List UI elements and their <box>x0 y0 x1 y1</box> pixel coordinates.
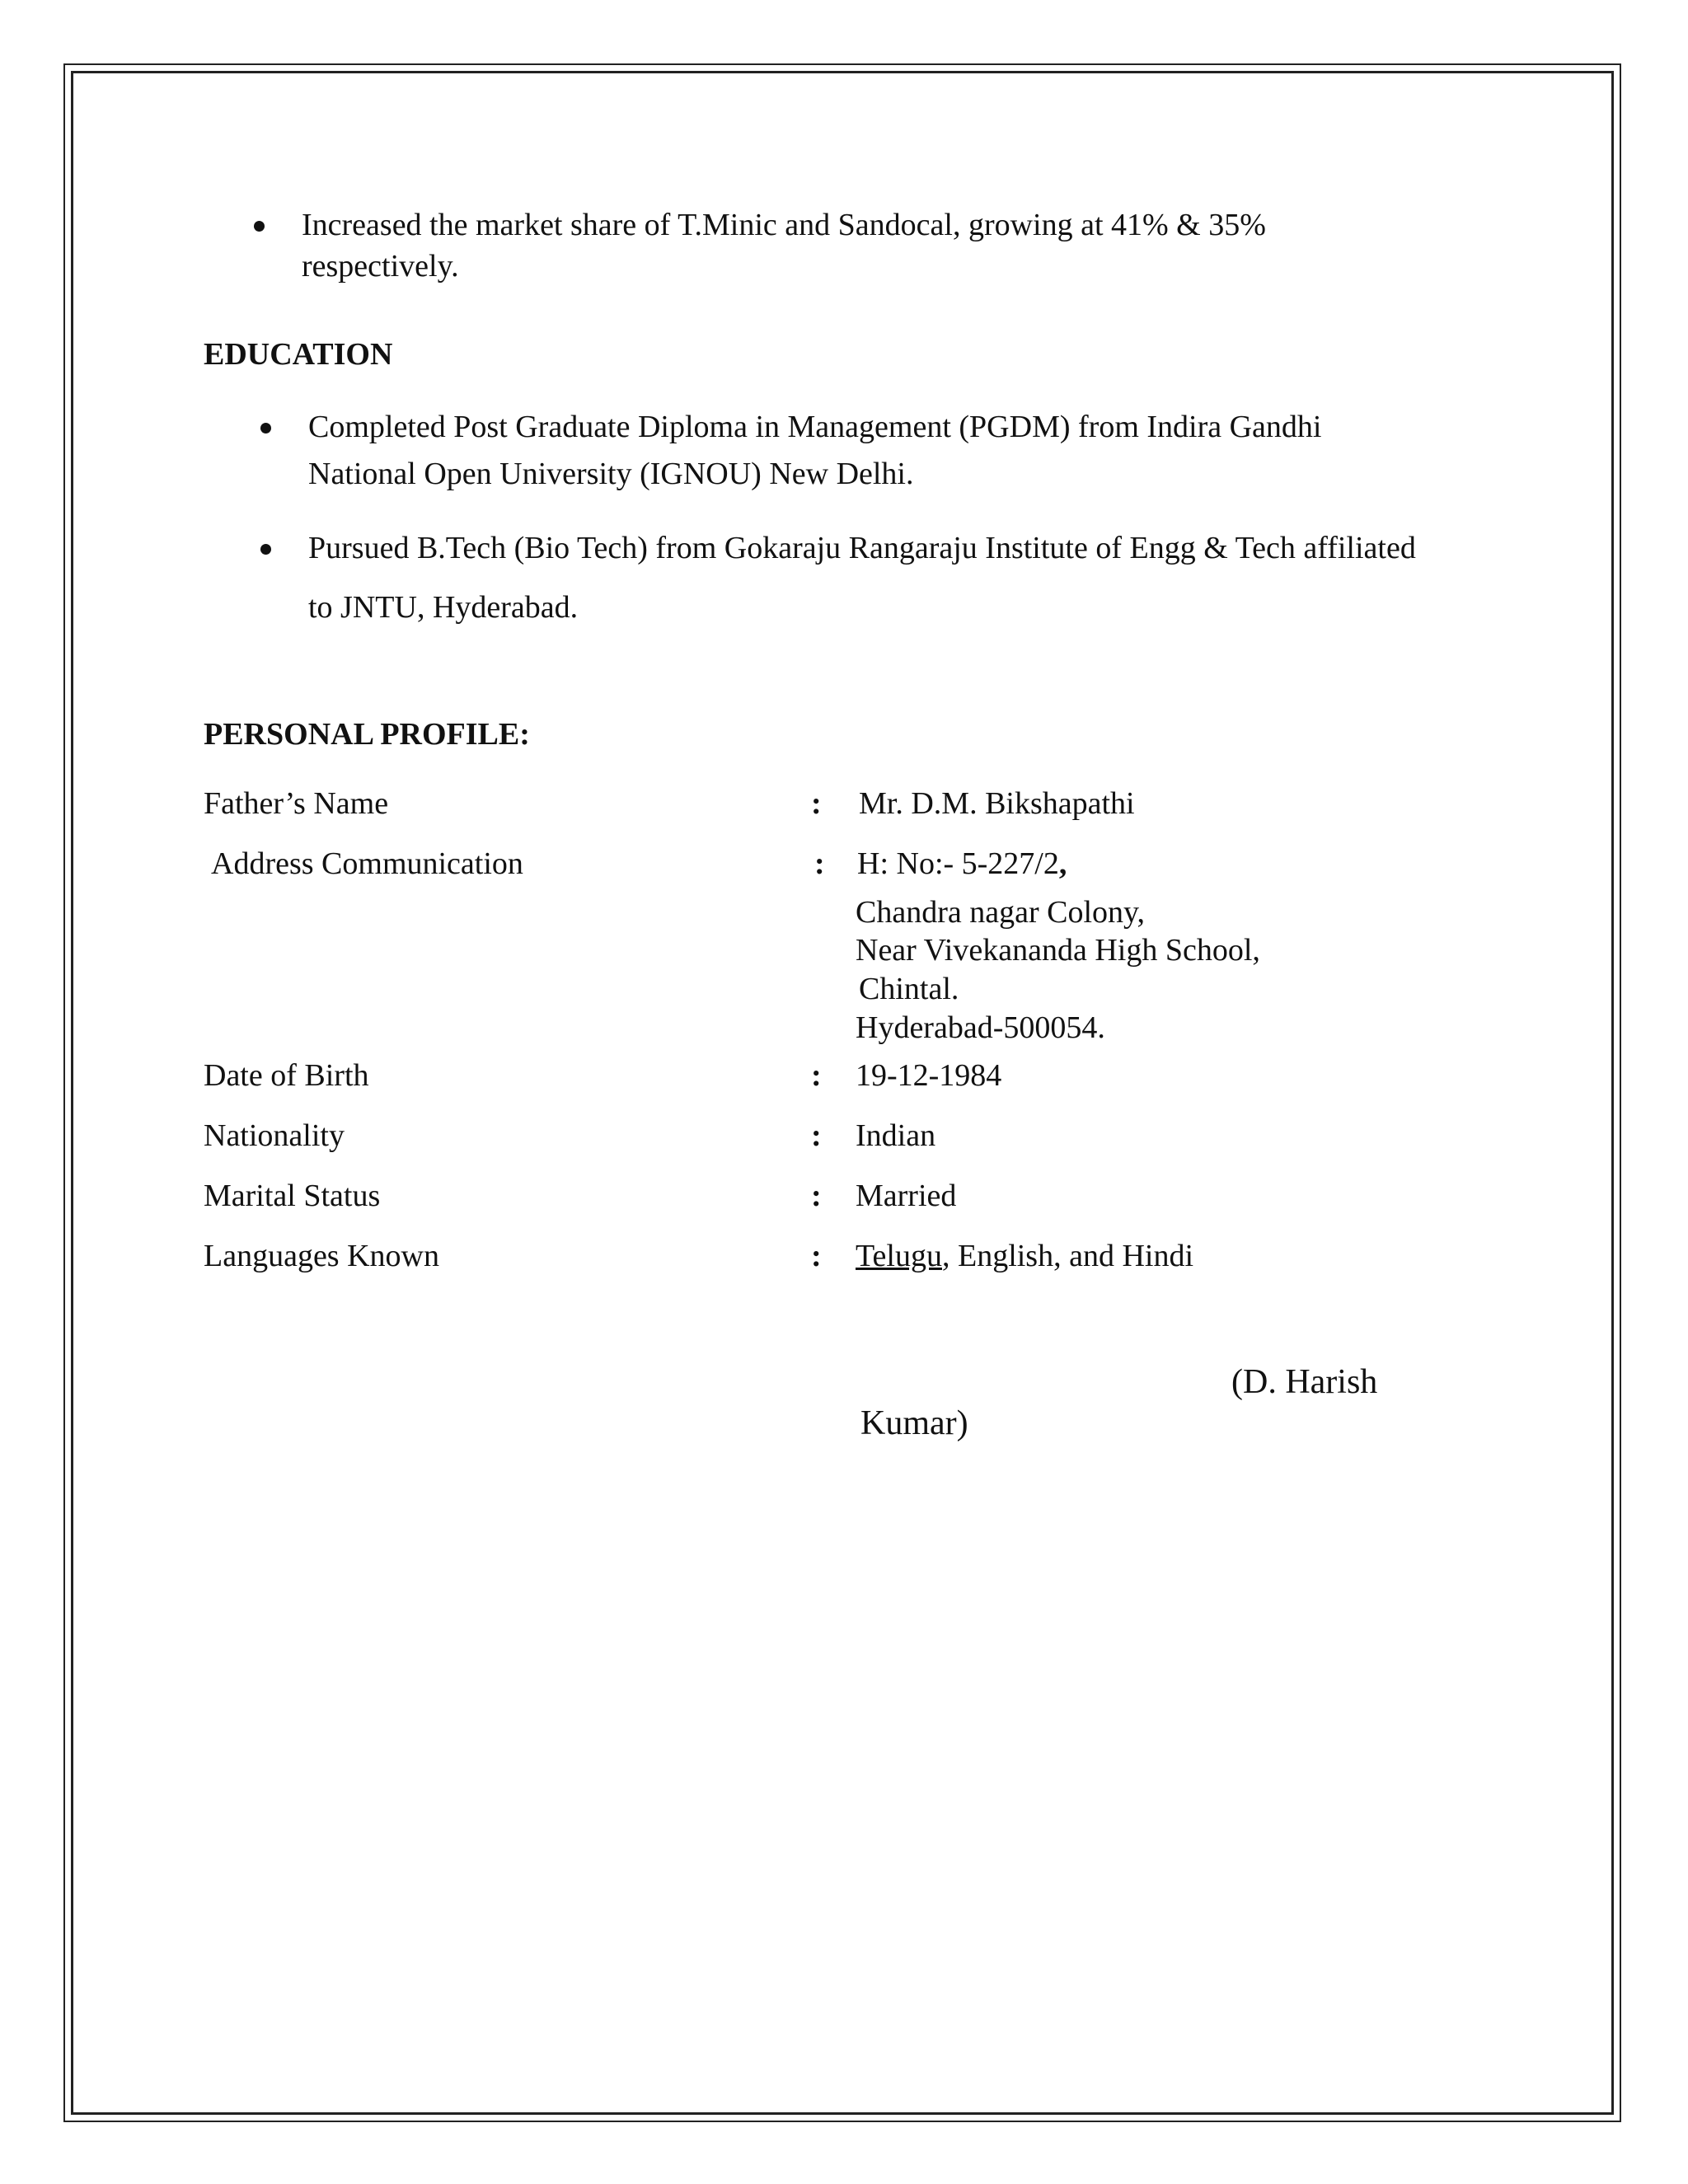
address-line-3: Near Vivekananda High School, <box>856 933 1260 968</box>
fathers-name-label: Father’s Name <box>204 786 389 821</box>
address-line-4: Chintal. <box>859 972 959 1006</box>
personal-profile-heading: PERSONAL PROFILE: <box>204 717 530 752</box>
address-line-1: H: No:- 5-227/2, <box>857 846 1067 881</box>
bullet-icon <box>254 221 265 232</box>
nationality-value: Indian <box>856 1118 936 1153</box>
marital-status-label: Marital Status <box>204 1179 381 1213</box>
education-item-1-line-1: Completed Post Graduate Diploma in Management (PGDM) from Indira Gandhi <box>308 410 1322 444</box>
address-line-5: Hyderabad-500054. <box>856 1010 1105 1045</box>
colon-separator: : <box>811 1179 822 1213</box>
achievement-line-2: respectively. <box>302 249 459 284</box>
dob-value: 19-12-1984 <box>856 1058 1002 1093</box>
signature-name-line-1: (D. Harish <box>1231 1363 1378 1401</box>
nationality-label: Nationality <box>204 1118 345 1153</box>
education-item-2-line-1: Pursued B.Tech (Bio Tech) from Gokaraju Rangaraju Institute of Engg & Tech affiliated <box>308 531 1416 565</box>
address-label: Address Communication <box>211 846 523 881</box>
education-heading: EDUCATION <box>204 337 393 372</box>
colon-separator: : <box>811 1058 822 1093</box>
education-item-2-line-2: to JNTU, Hyderabad. <box>308 590 579 625</box>
fathers-name-value: Mr. D.M. Bikshapathi <box>859 786 1135 821</box>
languages-value: Telugu, English, and Hindi <box>856 1239 1194 1273</box>
address-line-2: Chandra nagar Colony, <box>856 895 1146 930</box>
achievement-line-1: Increased the market share of T.Minic and Sandocal, growing at 41% & 35% <box>302 208 1266 242</box>
colon-separator: : <box>814 846 825 881</box>
colon-separator: : <box>811 1118 822 1153</box>
dob-label: Date of Birth <box>204 1058 369 1093</box>
bullet-icon <box>260 544 271 555</box>
signature-name-line-2: Kumar) <box>860 1404 968 1442</box>
languages-label: Languages Known <box>204 1239 439 1273</box>
marital-status-value: Married <box>856 1179 957 1213</box>
colon-separator: : <box>811 1239 822 1273</box>
education-item-1-line-2: National Open University (IGNOU) New Delhi. <box>308 457 914 491</box>
colon-separator: : <box>811 786 822 821</box>
bullet-icon <box>260 423 271 434</box>
